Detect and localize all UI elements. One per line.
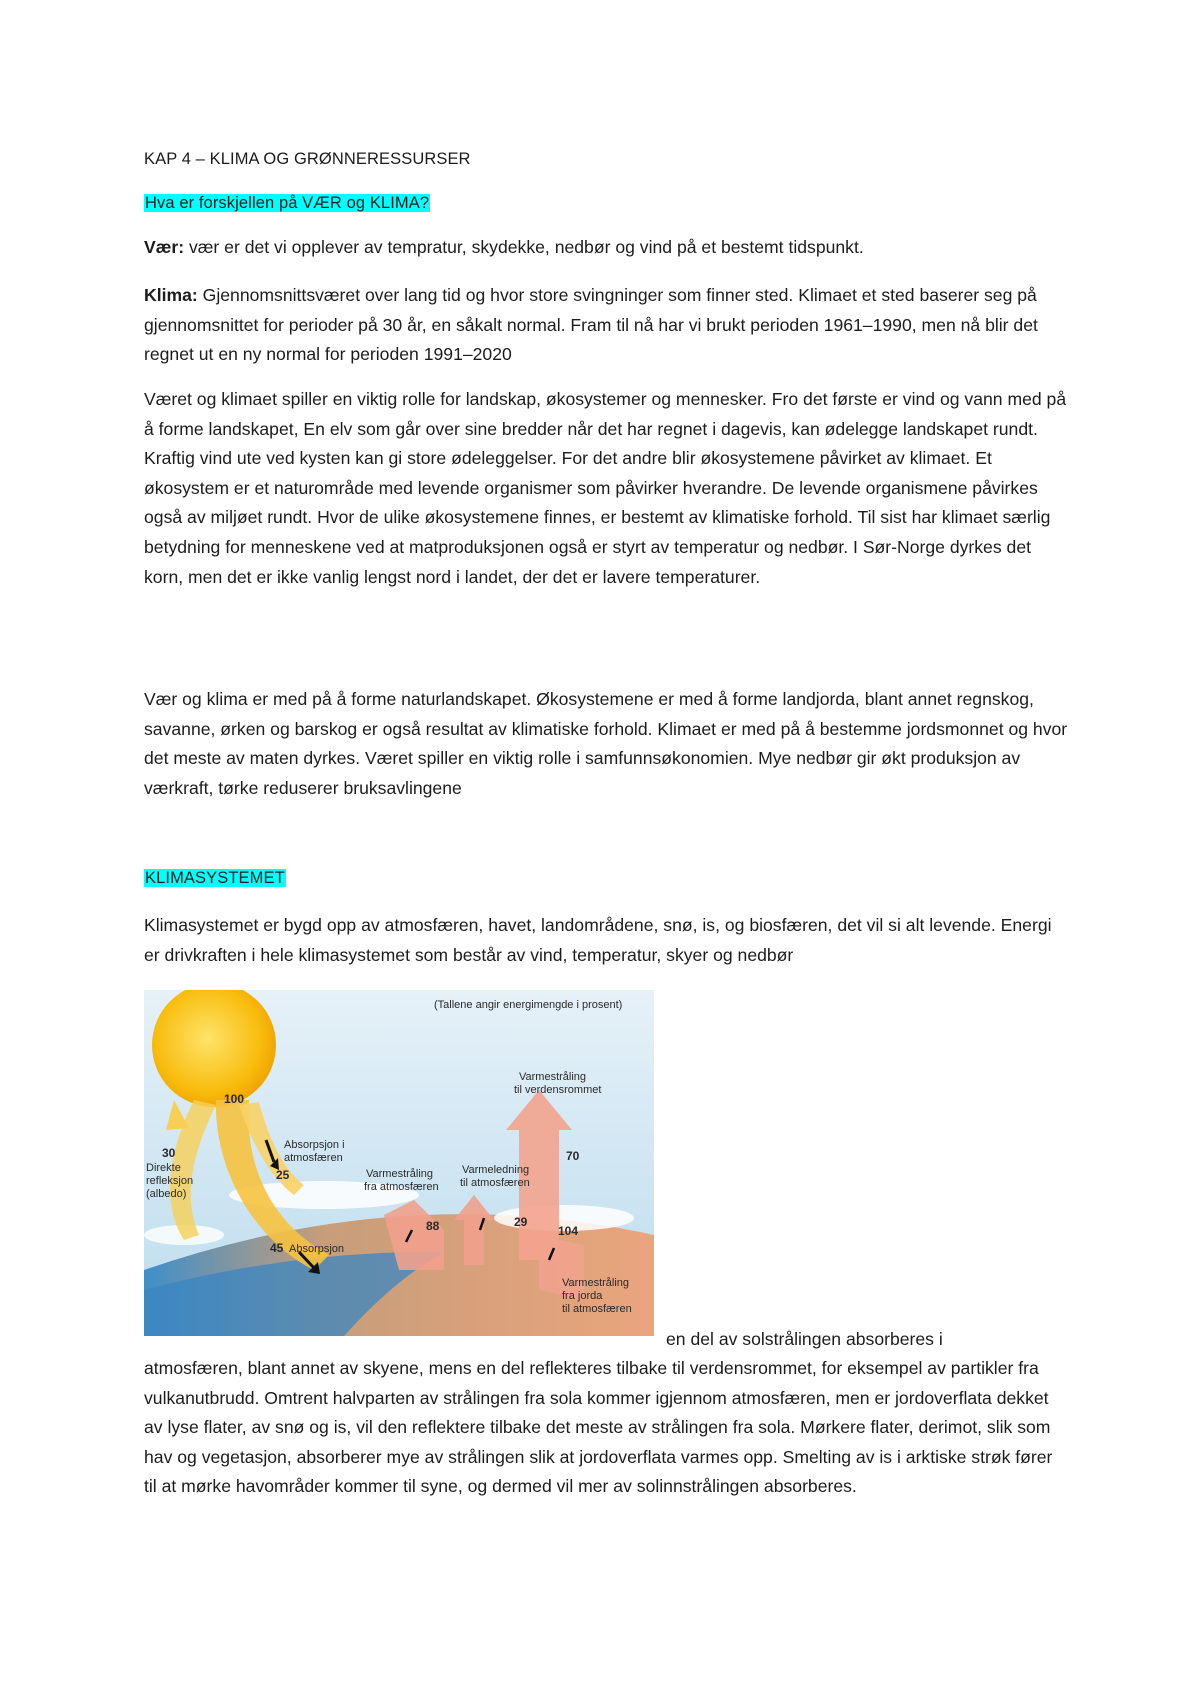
absorption-atm-value: 25 — [276, 1168, 290, 1182]
vaer-label: Vær: — [144, 237, 185, 257]
vaer-text: vær er det vi opplever av tempratur, skydekke, nedbør og vind på et bestemt tidspunkt. — [184, 237, 864, 257]
heat-from-atm-label-1: Varmestråling — [366, 1168, 434, 1180]
heat-from-atm-label-2: fra atmosfæren — [364, 1181, 439, 1193]
conduction-label-1: Varmeledning — [462, 1164, 530, 1176]
absorption-value: 45 — [270, 1241, 284, 1255]
definition-klima — [144, 281, 1056, 370]
space-label-2: til verdensrommet — [514, 1084, 602, 1096]
definition-vaer — [144, 233, 1064, 263]
energy-balance-svg — [144, 990, 654, 1336]
paragraph-landscape: Været og klimaet spiller en viktig rolle for landskap, økosystemer og mennesker. Fro det første er vind og vann med på å forme landskapet, En elv som går over sine bredder når det har regnet i dagevis, kan ødelegge landskapet rundt. Kraftig vind ute ved kysten kan gi store ødeleggelser. For det andre blir økosystemene påvirket av klimaet. Et økosystem er et naturområde med levende organismer som påvirker hverandre. De levende organismene påvirkes også av miljøet rundt. Hvor de ulike økosystemene finnes, er bestemt av klimatiske forhold. Til sist har klimaet særlig betydning for menneskene ved at matproduksjonen også er styrt av temperatur og nedbør. I Sør-Norge dyrkes det korn, men det er ikke vanlig lengst nord i landet, der det er lavere temperaturer. — [144, 389, 1067, 587]
reflection-label-2: refleksjon — [146, 1175, 194, 1187]
space-label-1: Varmestråling — [519, 1071, 587, 1083]
question-heading — [144, 192, 430, 214]
figure-note: (Tallene angir energimengde i prosent) — [434, 999, 623, 1011]
conduction-value: 29 — [514, 1215, 528, 1229]
paragraph-absorption: atmosfæren, blant annet av skyene, mens en del reflekteres tilbake til verdensrommet, for eksempel av partikler fra vulkanutbrudd. Omtrent halvparten av strålingen fra sola kommer igjennom atmosfæren, men er jordoverflata dekket av lyse flater, av snø og is, vil den reflektere tilbake det meste av strålingen fra sola. Mørkere flater, derimot, slik som hav og vegetasjon, absorberer mye av strålingen slik at jordoverflata varmes opp. Smelting av is i arktiske strøk fører til at mørke havområder kommer til syne, og dermed vil mer av solinnstrålingen absorberes. — [144, 1358, 1053, 1497]
absorption-atm-label-2: atmosfæren — [284, 1152, 343, 1164]
space-value: 70 — [566, 1149, 580, 1163]
absorption-atm-label-1: Absorpsjon i — [284, 1139, 345, 1151]
paragraph-climate-system: Klimasystemet er bygd opp av atmosfæren, havet, landområdene, snø, is, og biosfæren, det vil si alt levende. Energi er drivkraften i hele klimasystemet som består av vind, temperatur, skyer og nedbør — [144, 915, 1052, 965]
earth-rad-label-3: til atmosfæren — [562, 1303, 632, 1315]
conduction-label-2: til atmosfæren — [460, 1177, 530, 1189]
earth-rad-value: 104 — [558, 1224, 579, 1238]
energy-balance-figure — [144, 990, 654, 1336]
heat-from-atm-value: 88 — [426, 1219, 440, 1233]
sun-value: 100 — [224, 1092, 245, 1106]
document-title: KAP 4 – KLIMA OG GRØNNERESSURSER — [144, 150, 471, 168]
paragraph-absorption-first-line: en del av solstrålingen absorberes i — [666, 1329, 943, 1349]
reflection-label-1: Direkte — [146, 1162, 181, 1174]
absorption-label: Absorpsjon — [289, 1243, 345, 1255]
klima-text: Gjennomsnittsværet over lang tid og hvor store svingninger som finner sted. Klimaet et sted baserer seg på gjennomsnittet for perioder på 30 år, en såkalt normal. Fram til nå har vi brukt perioden 1961–1990, men nå blir det regnet ut en ny normal for perioden 1991–2020 — [144, 285, 1038, 365]
section-highlight: KLIMASYSTEMET — [145, 869, 285, 887]
earth-rad-label-2: fra jorda — [562, 1290, 603, 1302]
reflection-value: 30 — [162, 1146, 176, 1160]
section-heading-klimasystemet — [144, 867, 286, 889]
paragraph-nature: Vær og klima er med på å forme naturlandskapet. Økosystemene er med å forme landjorda, blant annet regnskog, savanne, ørken og barskog er også resultat av klimatiske forhold. Klimaet er med på å bestemme jordsmonnet og hvor det meste av maten dyrkes. Været spiller en viktig rolle i samfunnsøkonomien. Mye nedbør gir økt produksjon av værkraft, tørke reduserer bruksavlingene — [144, 689, 1068, 798]
earth-rad-label-1: Varmestråling — [562, 1277, 630, 1289]
question-highlight: Hva er forskjellen på VÆR og KLIMA? — [145, 194, 430, 212]
klima-label: Klima: — [144, 285, 198, 305]
reflection-label-3: (albedo) — [146, 1188, 187, 1200]
